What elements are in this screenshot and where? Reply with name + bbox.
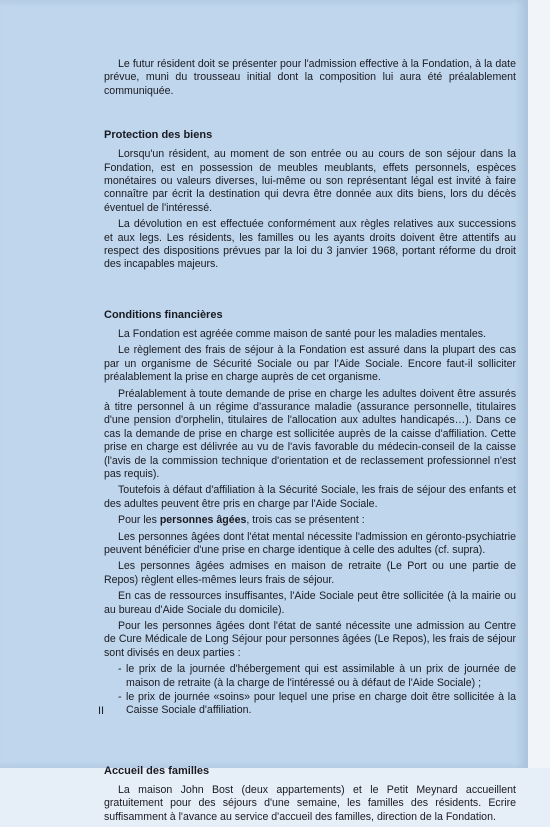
elderly-intro-bold: personnes âgées [159,514,247,527]
elderly-intro [104,514,516,527]
list-item [104,691,516,718]
page-edge [528,0,550,768]
elderly-intro-text: Pour les [118,514,160,527]
section-heading-accueil: Accueil des familles [104,764,210,777]
intro-paragraph: Le futur résident doit se présenter pour l'admission effective à la Fondation, à la date prévue, muni du trousseau initial dont la composition lui aura été préalablement communiquée. [104,58,516,97]
section-protection [104,129,516,272]
conditions-paragraph: La Fondation est agréée comme maison de santé pour les maladies mentales. [118,327,487,340]
elderly-paragraph: Les personnes âgées dont l'état mental nécessite l'admission en géronto-psychiatrie peuvent bénéficier d'une prise en charge identique à celle des adultes (cf. supra). [104,530,516,556]
elderly-paragraph: En cas de ressources insuffisantes, l'Aide Sociale peut être sollicitée (à la mairie ou au bureau d'Aide Sociale du domicile). [104,590,516,616]
section-conditions [104,309,516,718]
conditions-paragraph: Toutefois à défaut d'affiliation à la Sécurité Sociale, les frais de séjour des enfants et des adultes peuvent être pris en charge par l'Aide Sociale. [104,484,516,510]
elderly-paragraph: Les personnes âgées admises en maison de retraite (Le Port ou une partie de Repos) règlent elles-mêmes leurs frais de séjour. [104,560,516,586]
dash-marker: - [118,691,122,704]
elderly-paragraph: Pour les personnes âgées dont l'état de santé nécessite une admission au Centre de Cure Médicale de Long Séjour pour personnes âgées (Le Repos), les frais de séjour sont divisés en deux parties : [104,620,516,659]
dash-marker: - [118,663,122,676]
conditions-paragraph: Préalablement à toute demande de prise en charge les adultes doivent être assurés à titre personnel à un régime d'assurance maladie (assurance personnelle, titulaires d'une pension d'orphelin, titulaires de l'allocation aux adultes handicapés…). Dans ce cas la demande de prise en charge est sollicitée auprès de la caisse d'affiliation. Cette prise en charge est délivrée au vu de l'avis favorable du médecin-conseil de la caisse (l'avis de la commission technique d'orientation et de reclassement professionnel n'est pas requis). [104,387,516,480]
section-heading-protection: Protection des biens [104,129,213,142]
list-item [104,663,516,690]
conditions-paragraph: Le règlement des frais de séjour à la Fondation est assuré dans la plupart des cas par un organisme de Sécurité Sociale ou par l'Aide Sociale. Encore faut-il solliciter préalablement la prise en charge auprès de cet organisme. [104,344,516,384]
list-item-text: le prix de la journée d'hébergement qui est assimilable à un prix de journée de maison de retraite (à la charge de l'intéressé ou à défaut de l'Aide Sociale) ; [126,663,516,689]
page-number: II [98,705,105,717]
protection-paragraph: Lorsqu'un résident, au moment de son entrée ou au cours de son séjour dans la Fondation, est en possession de meubles meublants, effets personnels, espèces monétaires ou valeurs diverses, lui-même ou son représentant légal est invité à faire connaître par écrit la destination qui devra être donnée aux dits biens, lors du décès éventuel de l'intéressé. [104,148,516,214]
accueil-paragraph: La maison John Bost (deux appartements) et le Petit Meynard accueillent gratuitement pour des séjours d'une semaine, les familles des résidents. Ecrire suffisamment à l'avance au service d'accueil des familles, direction de la Fondation. [104,783,516,823]
section-heading-conditions: Conditions financières [104,308,223,321]
elderly-intro-text: , trois cas se présentent : [246,514,365,527]
protection-paragraph: La dévolution en est effectuée conformément aux règles relatives aux successions et aux legs. Les résidents, les familles ou les ayants droits doivent être attentifs au respect des dispositions prévues par la loi du 3 janvier 1968, portant réforme du droit des incapables majeurs. [104,218,516,271]
document-body [104,58,516,827]
cost-parts-list [104,663,516,718]
section-accueil [104,765,516,824]
list-item-text: le prix de journée «soins» pour lequel une prise en charge doit être sollicitée à la Caisse Sociale d'affiliation. [126,691,516,717]
